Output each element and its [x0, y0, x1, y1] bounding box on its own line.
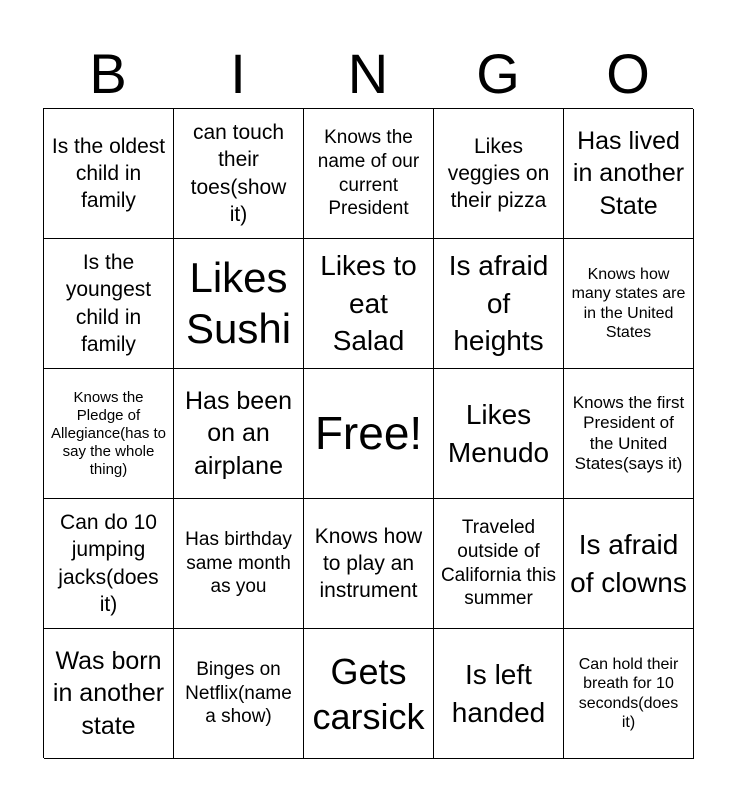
bingo-header	[43, 40, 693, 108]
bingo-cell[interactable]: Is left handed	[434, 629, 564, 759]
bingo-cell[interactable]: Can hold their breath for 10 seconds(does it)	[564, 629, 694, 759]
bingo-cell[interactable]: Has been on an airplane	[174, 369, 304, 499]
bingo-cell[interactable]: Likes Sushi	[174, 239, 304, 369]
bingo-cell[interactable]: Is the youngest child in family	[44, 239, 174, 369]
bingo-cell[interactable]: Knows the first President of the United States(says it)	[564, 369, 694, 499]
bingo-cell[interactable]: can touch their toes(show it)	[174, 109, 304, 239]
bingo-cell[interactable]: Is afraid of clowns	[564, 499, 694, 629]
bingo-cell[interactable]: Has birthday same month as you	[174, 499, 304, 629]
bingo-cell[interactable]: Is the oldest child in family	[44, 109, 174, 239]
bingo-cell[interactable]: Knows the Pledge of Allegiance(has to say the whole thing)	[44, 369, 174, 499]
header-letter-o: O	[606, 42, 650, 105]
header-letter-i: I	[230, 42, 246, 105]
bingo-cell[interactable]: Knows how to play an instrument	[304, 499, 434, 629]
header-letter-g: G	[476, 42, 520, 105]
bingo-cell[interactable]: Binges on Netflix(name a show)	[174, 629, 304, 759]
bingo-cell[interactable]: Traveled outside of California this summer	[434, 499, 564, 629]
bingo-cell[interactable]: Knows how many states are in the United States	[564, 239, 694, 369]
bingo-cell[interactable]: Has lived in another State	[564, 109, 694, 239]
bingo-cell[interactable]: Likes Menudo	[434, 369, 564, 499]
bingo-cell[interactable]: Knows the name of our current President	[304, 109, 434, 239]
bingo-cell[interactable]: Likes veggies on their pizza	[434, 109, 564, 239]
bingo-cell[interactable]: Was born in another state	[44, 629, 174, 759]
bingo-card-grid	[43, 108, 693, 758]
free-space-cell[interactable]: Free!	[304, 369, 434, 499]
header-letter-b: B	[89, 42, 127, 105]
bingo-cell[interactable]: Gets carsick	[304, 629, 434, 759]
bingo-cell[interactable]: Can do 10 jumping jacks(does it)	[44, 499, 174, 629]
bingo-cell[interactable]: Likes to eat Salad	[304, 239, 434, 369]
bingo-cell[interactable]: Is afraid of heights	[434, 239, 564, 369]
header-letter-n: N	[347, 42, 389, 105]
